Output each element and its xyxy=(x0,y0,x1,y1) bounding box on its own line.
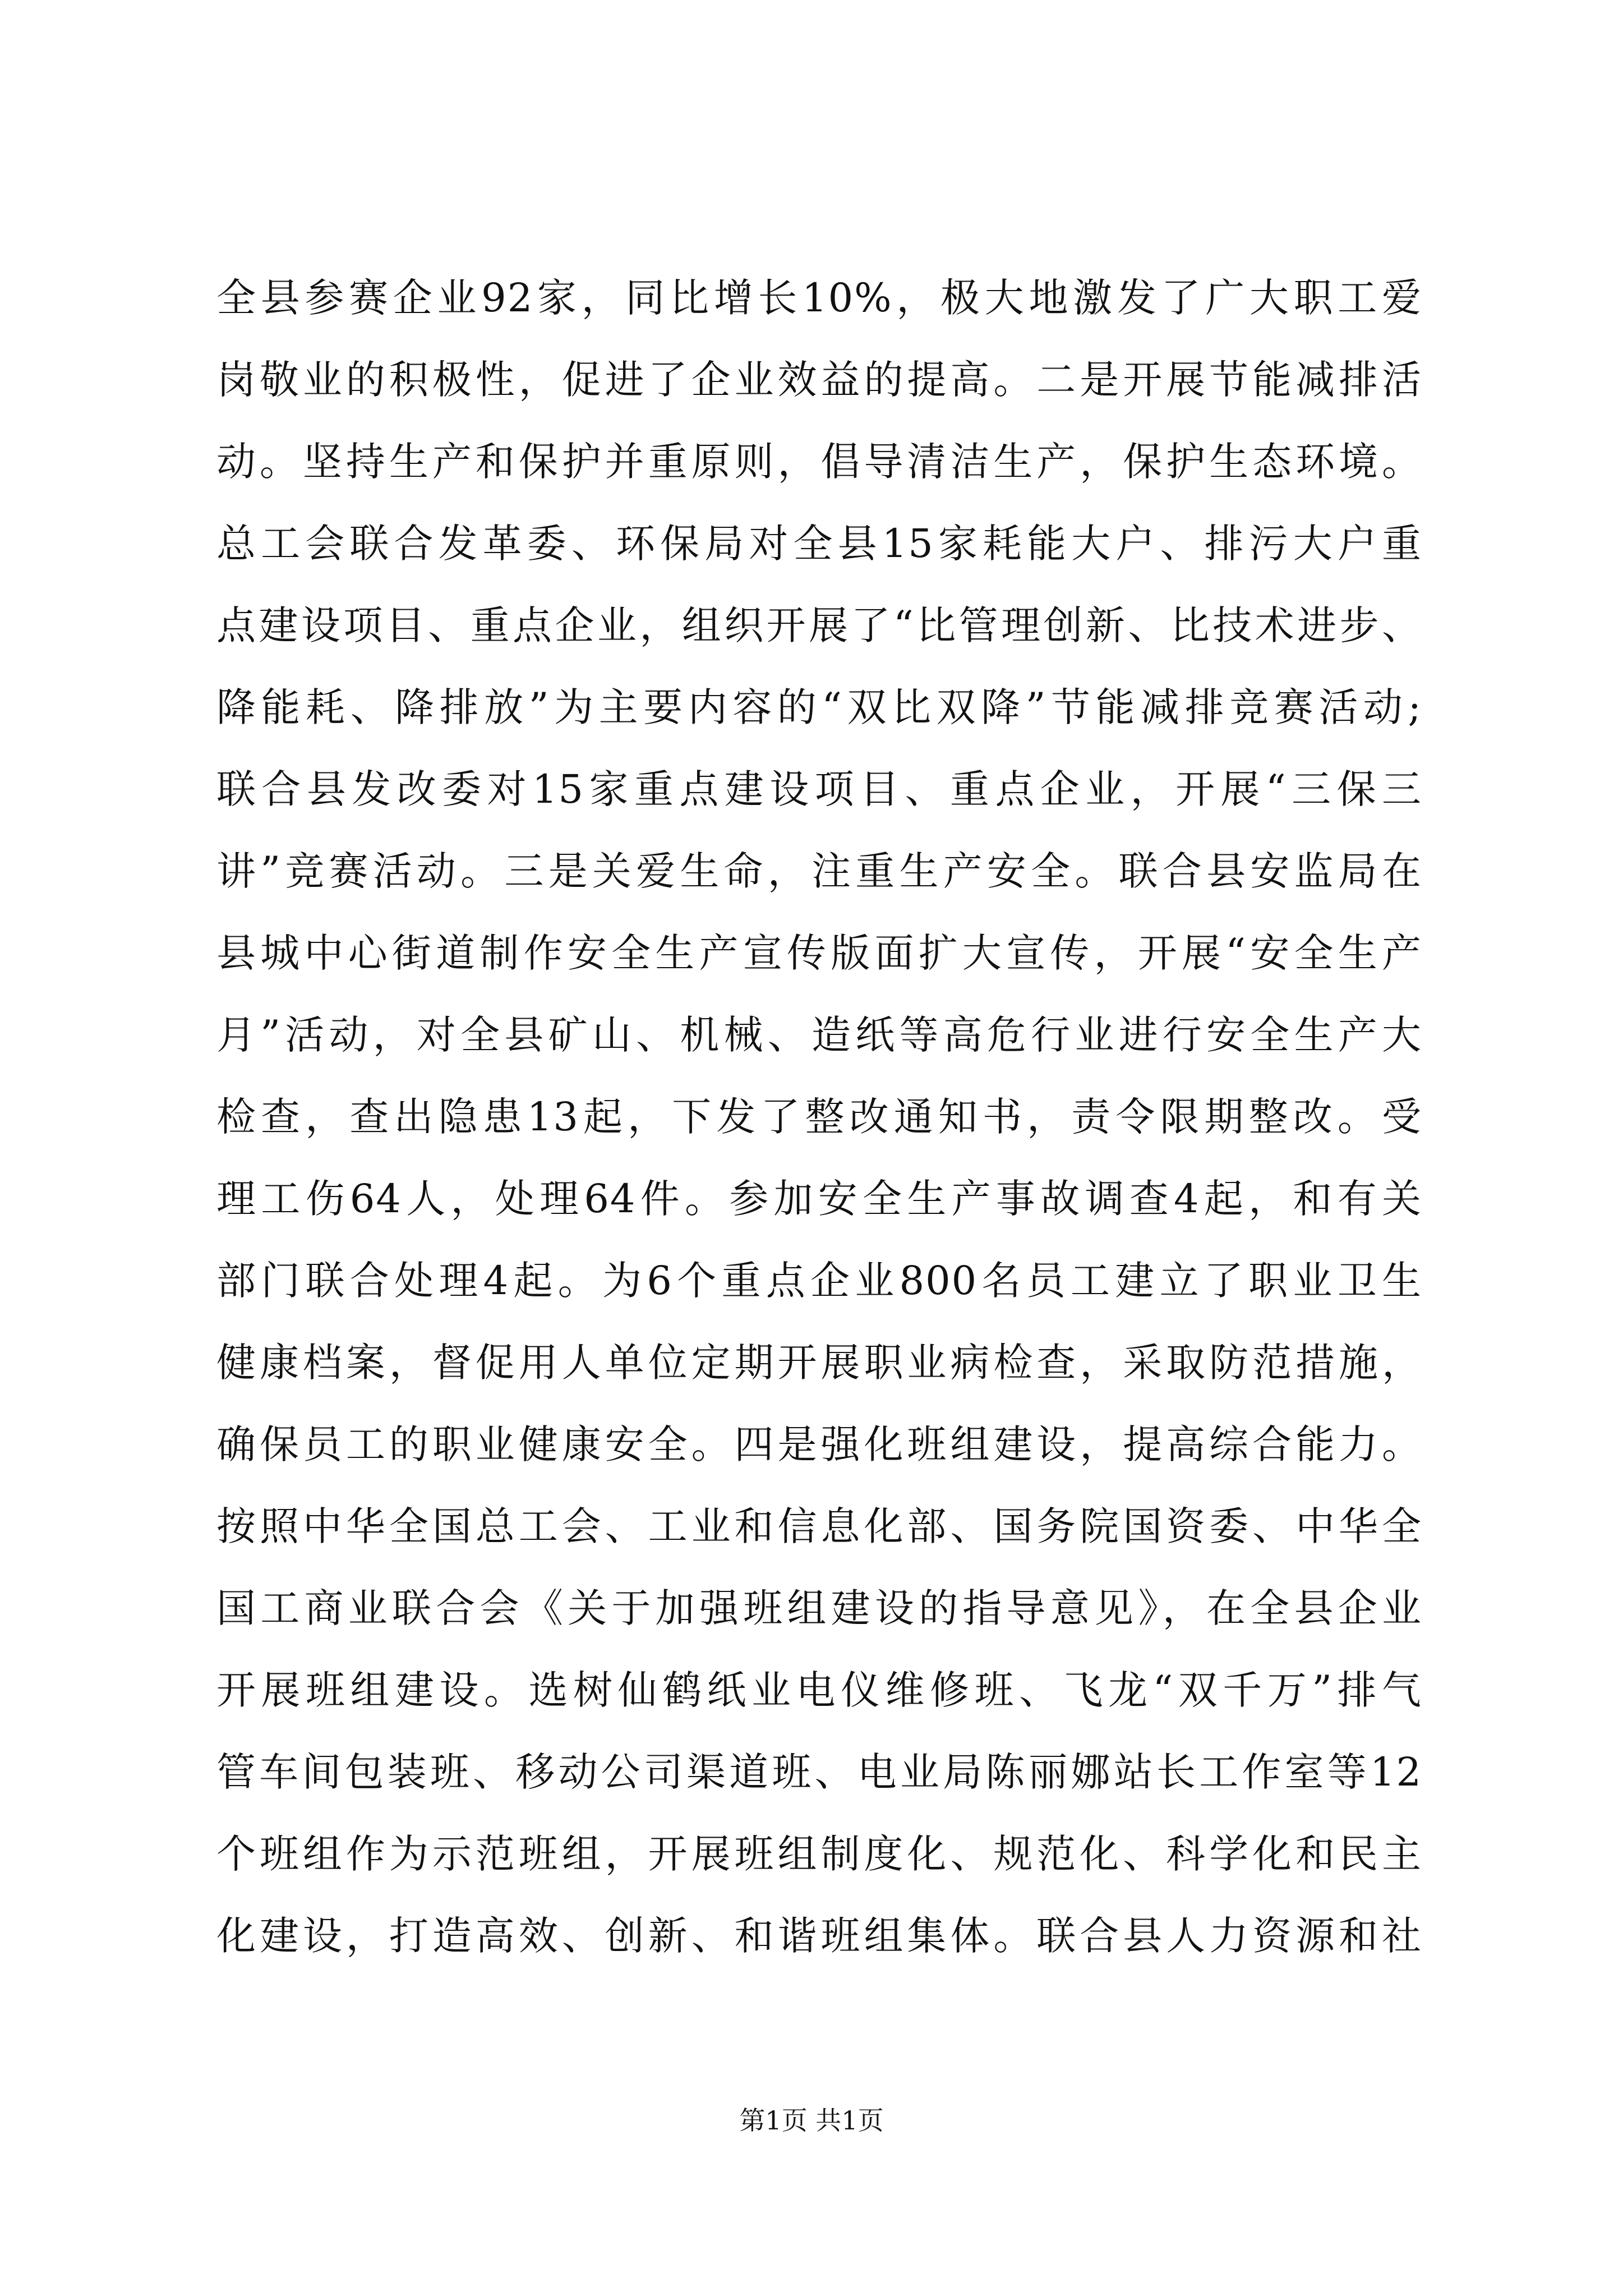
text-line: 月”活动，对全县矿山、机械、造纸等高危行业进行安全生产大 xyxy=(216,1012,1422,1058)
text-line: 岗敬业的积极性，促进了企业效益的提高。二是开展节能减排活 xyxy=(216,357,1422,403)
text-line: 国工商业联合会《关于加强班组建设的指导意见》，在全县企业 xyxy=(216,1585,1422,1631)
text-line: 降能耗、降排放”为主要内容的“双比双降”节能减排竞赛活动; xyxy=(216,684,1422,730)
text-line: 个班组作为示范班组，开展班组制度化、规范化、科学化和民主 xyxy=(216,1831,1422,1877)
page-footer: 第1页 共1页 xyxy=(739,2105,884,2136)
text-line: 确保员工的职业健康安全。四是强化班组建设，提高综合能力。 xyxy=(216,1421,1422,1467)
body-text xyxy=(216,257,1422,1977)
text-line: 健康档案，督促用人单位定期开展职业病检查，采取防范措施， xyxy=(216,1340,1422,1386)
text-line: 动。坚持生产和保护并重原则，倡导清洁生产，保护生态环境。 xyxy=(216,439,1422,485)
text-line: 开展班组建设。选树仙鹤纸业电仪维修班、飞龙“双千万”排气 xyxy=(216,1667,1422,1713)
text-line: 全县参赛企业92家，同比增长10%，极大地激发了广大职工爱 xyxy=(216,275,1422,321)
text-line: 讲”竞赛活动。三是关爱生命，注重生产安全。联合县安监局在 xyxy=(216,848,1422,894)
text-line: 理工伤64人，处理64件。参加安全生产事故调查4起，和有关 xyxy=(216,1176,1422,1222)
text-line: 部门联合处理4起。为6个重点企业800名员工建立了职业卫生 xyxy=(216,1258,1422,1304)
text-line: 点建设项目、重点企业，组织开展了“比管理创新、比技术进步、 xyxy=(216,602,1422,648)
text-line: 县城中心街道制作安全生产宣传版面扩大宣传，开展“安全生产 xyxy=(216,930,1422,976)
text-line: 总工会联合发革委、环保局对全县15家耗能大户、排污大户重 xyxy=(216,521,1422,567)
text-line: 管车间包装班、移动公司渠道班、电业局陈丽娜站长工作室等12 xyxy=(216,1749,1422,1795)
text-line: 按照中华全国总工会、工业和信息化部、国务院国资委、中华全 xyxy=(216,1503,1422,1549)
text-line: 联合县发改委对15家重点建设项目、重点企业，开展“三保三 xyxy=(216,766,1422,812)
text-line: 检查，查出隐患13起，下发了整改通知书，责令限期整改。受 xyxy=(216,1094,1422,1140)
text-line: 化建设，打造高效、创新、和谐班组集体。联合县人力资源和社 xyxy=(216,1913,1422,1959)
